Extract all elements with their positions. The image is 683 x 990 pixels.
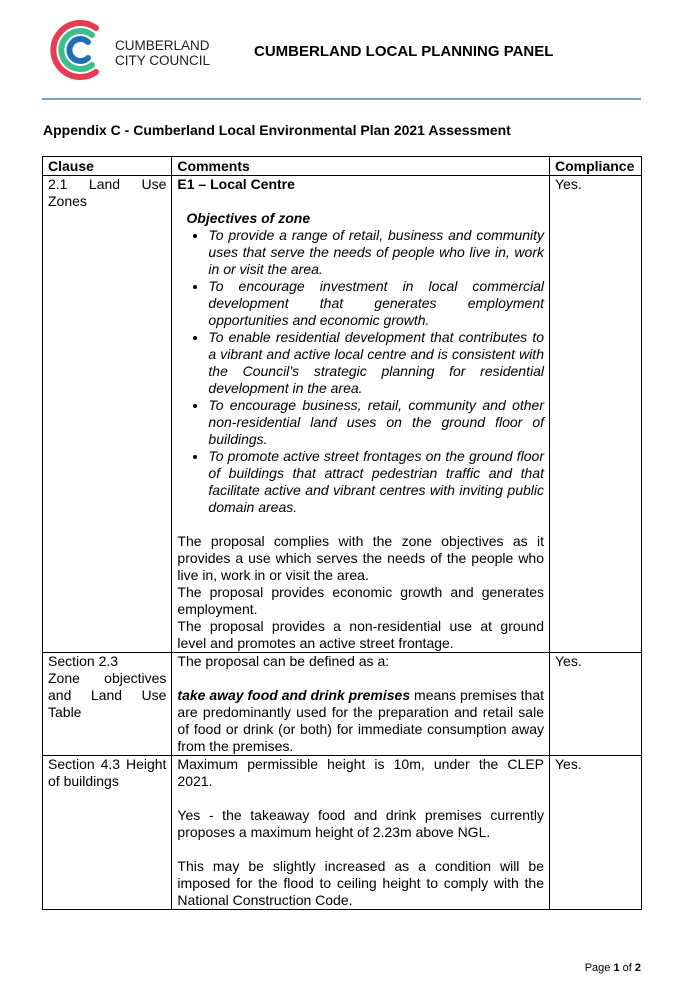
clause-cell — [43, 653, 172, 756]
objectives-title: Objectives of zone — [186, 210, 311, 226]
page-header — [0, 0, 683, 100]
page-number — [585, 962, 641, 974]
cumberland-c-logo-icon — [46, 14, 108, 86]
page-prefix: Page — [584, 962, 614, 974]
page-total: 2 — [634, 962, 641, 974]
council-name — [115, 38, 210, 68]
assessment-para: The proposal provides a non-residential use at ground level and promotes an active street frontage. — [177, 618, 544, 651]
header-compliance: Compliance — [550, 157, 642, 176]
comments-cell — [172, 756, 550, 910]
assessment-table — [42, 156, 642, 910]
council-name-line1: CUMBERLAND — [115, 38, 210, 53]
list-item: • To encourage business, retail, community and other non-residential land uses on the ground floor of buildings. — [208, 397, 544, 448]
list-item: • To provide a range of retail, business and community uses that serve the needs of people who live in, work in or visit the area. — [208, 227, 544, 278]
zone-title: E1 – Local Centre — [177, 176, 295, 192]
comments-cell — [172, 653, 550, 756]
clause-cell: Section 4.3 Height of buildings — [43, 756, 172, 910]
list-item: • To enable residential development that contributes to a vibrant and active local centre and is consistent with the Council’s strategic planning for residential development in the area. — [208, 329, 544, 397]
defined-term: take away food and drink premises — [177, 687, 411, 703]
list-item: • To encourage investment in local commercial development that generates employment opportunities and economic growth. — [208, 278, 544, 329]
council-name-line2: CITY COUNCIL — [115, 53, 211, 68]
definition-para — [177, 687, 544, 755]
table-row — [43, 176, 642, 653]
assessment-para: The proposal complies with the zone objectives as it provides a use which serves the needs of the people who live in, work in or visit the area. — [177, 533, 544, 583]
compliance-cell: Yes. — [550, 176, 642, 653]
page-current: 1 — [613, 962, 620, 974]
panel-title: CUMBERLAND LOCAL PLANNING PANEL — [254, 43, 554, 60]
height-para: Maximum permissible height is 10m, under the CLEP 2021. — [177, 756, 544, 789]
list-item: • To promote active street frontages on the ground floor of buildings that attract pedestrian traffic and that facilitate active and vibrant centres with inviting public domain areas. — [208, 448, 544, 516]
table-header-row — [43, 157, 642, 176]
header-rule — [42, 98, 641, 100]
comments-cell — [172, 176, 550, 653]
clause-rest: Zone objectives and Land Use Table — [48, 670, 167, 720]
compliance-cell: Yes. — [550, 653, 642, 756]
table-row — [43, 756, 642, 910]
height-para: This may be slightly increased as a condition will be imposed for the flood to ceiling height to comply with the National Construction Code. — [177, 858, 544, 908]
objectives-list — [177, 227, 544, 516]
definition-text: means premises that are predominantly used for the preparation and retail sale of food or drink (or both) for immediate consumption away from the premises. — [177, 687, 544, 754]
header-comments: Comments — [172, 157, 550, 176]
height-para: Yes - the takeaway food and drink premises currently proposes a maximum height of 2.23m above NGL. — [177, 807, 544, 840]
appendix-title: Appendix C - Cumberland Local Environmental Plan 2021 Assessment — [43, 122, 511, 138]
header-clause: Clause — [43, 157, 172, 176]
table-row — [43, 653, 642, 756]
assessment-para: The proposal provides economic growth and generates employment. — [177, 584, 544, 617]
clause-line: Section 2.3 — [48, 653, 119, 669]
compliance-cell: Yes. — [550, 756, 642, 910]
definition-intro: The proposal can be defined as a: — [177, 653, 390, 669]
page-of: of — [619, 962, 635, 974]
clause-cell: 2.1 Land Use Zones — [43, 176, 172, 653]
